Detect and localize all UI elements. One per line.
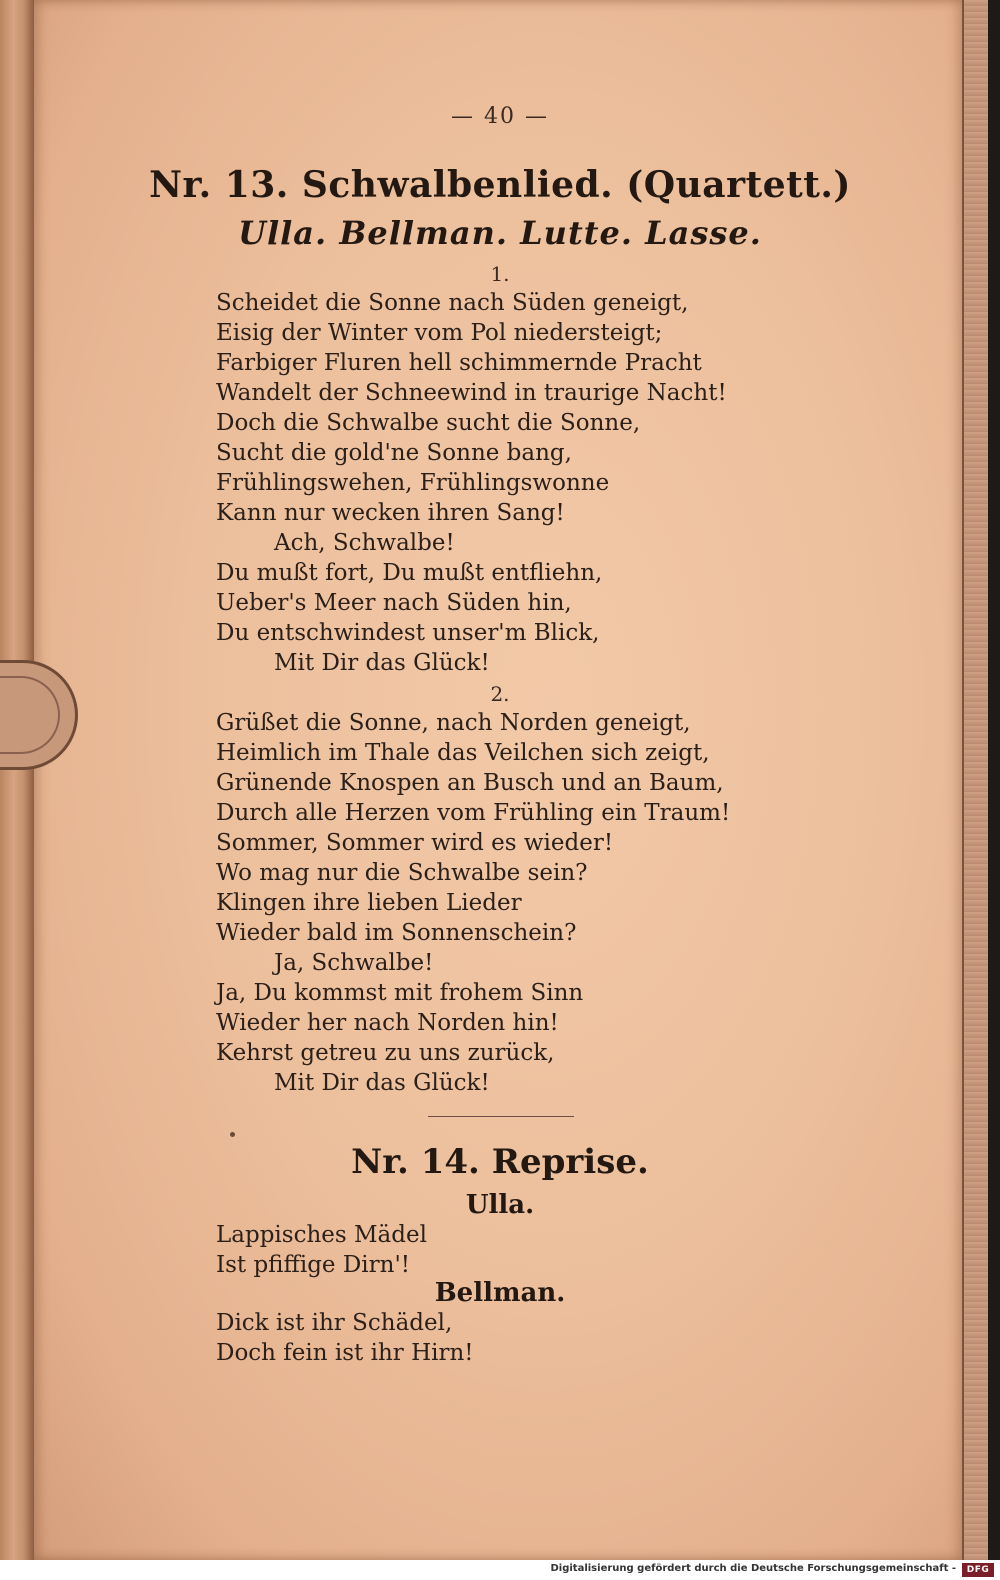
verse-line: Frühlingswehen, Frühlingswonne [216, 470, 610, 496]
page-number: — 40 — [451, 104, 549, 129]
verse-line: Grüßet die Sonne, nach Norden geneigt, [216, 710, 691, 736]
verse-line: Wieder her nach Norden hin! [216, 1010, 559, 1036]
verse-line: Durch alle Herzen vom Frühling ein Traum! [216, 800, 731, 826]
verse1-number: 1. [490, 262, 510, 286]
verse-line: Wo mag nur die Schwalbe sein? [216, 860, 588, 886]
verse-line: Ist pfiffige Dirn'! [216, 1252, 411, 1278]
song14-title: Nr. 14. Reprise. [351, 1142, 649, 1182]
verse-line: Kehrst getreu zu uns zurück, [216, 1040, 555, 1066]
verse1 [216, 288, 727, 678]
verse-line: Lappisches Mädel [216, 1222, 427, 1248]
verse-line: Doch fein ist ihr Hirn! [216, 1340, 474, 1366]
verse-line: Doch die Schwalbe sucht die Sonne, [216, 410, 641, 436]
verse-line: Du mußt fort, Du mußt entfliehn, [216, 560, 603, 586]
verse-line: Heimlich im Thale das Veilchen sich zeigt, [216, 740, 710, 766]
ulla-lines [216, 1220, 427, 1280]
verse-line: Kann nur wecken ihren Sang! [216, 500, 565, 526]
song13-singers: Ulla. Bellman. Lutte. Lasse. [238, 214, 762, 252]
verse-line: Eisig der Winter vom Pol niedersteigt; [216, 320, 663, 346]
verse-line: Grünende Knospen an Busch und an Baum, [216, 770, 724, 796]
ink-speck [230, 1132, 235, 1137]
verse-line: Sucht die gold'ne Sonne bang, [216, 440, 572, 466]
verse-line: Dick ist ihr Schädel, [216, 1310, 453, 1336]
dfg-logo: DFG [962, 1563, 994, 1577]
verse-line: Sommer, Sommer wird es wieder! [216, 830, 614, 856]
verse-line: Wieder bald im Sonnenschein? [216, 920, 577, 946]
verse-line: Farbiger Fluren hell schimmernde Pracht [216, 350, 702, 376]
verse-line: Ja, Du kommst mit frohem Sinn [216, 980, 584, 1006]
verse2 [216, 708, 730, 1098]
verse-line: Scheidet die Sonne nach Süden geneigt, [216, 290, 689, 316]
footer-credit: Digitalisierung gefördert durch die Deutsche Forschungsgemeinschaft - [550, 1563, 956, 1574]
verse-line: Mit Dir das Glück! [274, 1070, 490, 1096]
verse-line: Ueber's Meer nach Süden hin, [216, 590, 572, 616]
verse-line: Ach, Schwalbe! [274, 530, 455, 556]
section-divider [428, 1116, 574, 1117]
verse-line: Wandelt der Schneewind in traurige Nacht! [216, 380, 727, 406]
footer-banner [0, 1560, 1000, 1580]
verse-line: Klingen ihre lieben Lieder [216, 890, 522, 916]
verse-line: Ja, Schwalbe! [274, 950, 434, 976]
verse2-number: 2. [490, 682, 510, 706]
speaker-bellman: Bellman. [434, 1278, 566, 1308]
song13-title: Nr. 13. Schwalbenlied. (Quartett.) [149, 164, 851, 206]
verse-line: Mit Dir das Glück! [274, 650, 490, 676]
verse-line: Du entschwindest unser'm Blick, [216, 620, 600, 646]
bellman-lines [216, 1308, 474, 1368]
speaker-ulla: Ulla. [465, 1190, 535, 1220]
